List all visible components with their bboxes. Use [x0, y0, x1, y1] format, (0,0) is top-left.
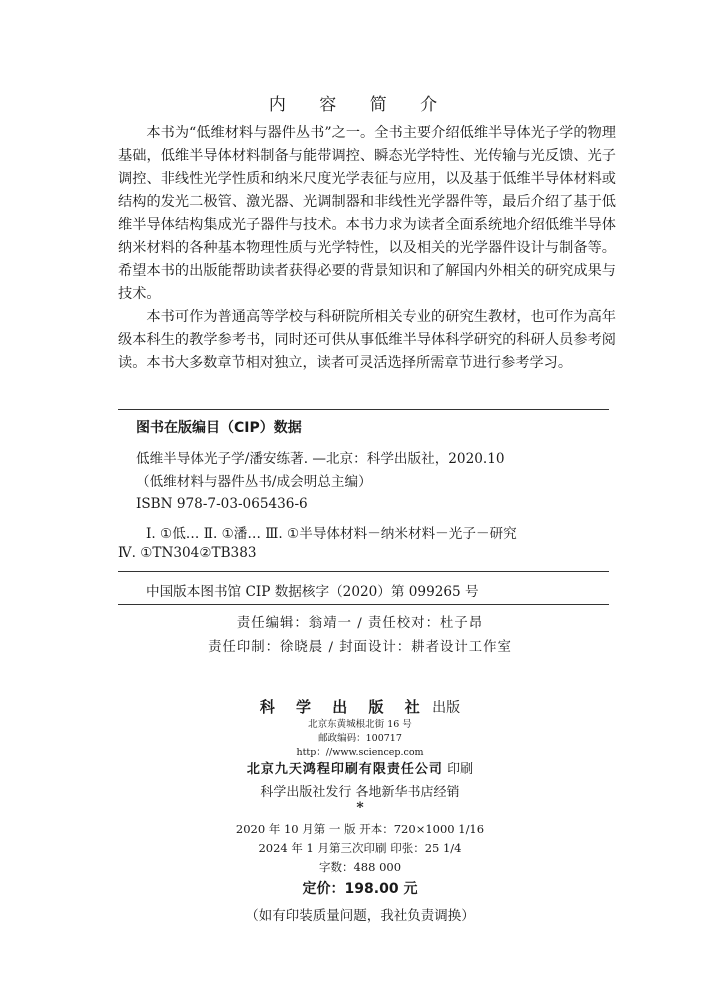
- printer-suffix: 印刷: [447, 762, 474, 777]
- publisher-name: 科 学 出 版 社: [259, 698, 428, 716]
- distribution-line: 科学出版社发行 各地新华书店经销: [260, 785, 460, 800]
- intro-section: [118, 122, 616, 375]
- intro-paragraph-1: 本书为“低维材料与器件丛书”之一。全书主要介绍低维半导体光子学的物理基础，低维半导体材料制备与能带调控、瞬态光学特性、光传输与光反馈、光子调控、非线性光学性质和纳米尺度光学表征与应用，以及基于低维半导体材料或结构的发光二极管、激光器、光调制器和非线性光学器件等，最后介绍了基于低维半导体结构集成光子器件与技术。本书力求为读者全面系统地介绍低维半导体纳米材料的各种基本物理性质与光学特性，以及相关的光学器件设计与制备等。希望本书的出版能帮助读者获得必要的背景知识和了解国内外相关的研究成果与技术。: [118, 125, 616, 302]
- printer-name: 北京九天鸿程印刷有限责任公司: [246, 762, 443, 777]
- publisher-line: [0, 696, 720, 717]
- cip-heading: 图书在版编目（CIP）数据: [136, 420, 302, 436]
- cip-bottom-rule: [118, 604, 609, 605]
- cip-isbn: ISBN 978-7-03-065436-6: [136, 496, 308, 512]
- credits-production: 责任印制：徐晓晨 / 封面设计：耕者设计工作室: [208, 640, 512, 655]
- publisher-postcode: 邮政编码：100717: [318, 733, 402, 744]
- edition-line: 2020 年 10 月第 一 版 开本：720×1000 1/16: [235, 822, 485, 836]
- cip-top-rule: [118, 409, 609, 410]
- cip-middle-rule: [118, 571, 609, 572]
- word-count: 字数：488 000: [318, 860, 402, 874]
- cip-library-number: 中国版本图书馆 CIP 数据核字（2020）第 099265 号: [146, 584, 479, 600]
- quality-notice: （如有印装质量问题，我社负责调换）: [245, 908, 475, 924]
- cip-classification-2: Ⅳ. ①TN304②TB383: [118, 545, 257, 561]
- intro-paragraph-2: 本书可作为普通高等学校与科研院所相关专业的研究生教材，也可作为高年级本科生的教学参考书，同时还可供从事低维半导体科学研究的科研人员参考阅读。本书大多数章节相对独立，读者可灵活选择所需章节进行参考学习。: [118, 309, 616, 371]
- credits-editors: 责任编辑：翁靖一 / 责任校对：杜子昂: [236, 616, 484, 631]
- separator-star: *: [356, 800, 364, 816]
- page-title: 内 容 简 介: [268, 95, 452, 115]
- cip-classification-1: Ⅰ. ①低… Ⅱ. ①潘… Ⅲ. ①半导体材料－纳米材料－光子－研究: [146, 526, 517, 542]
- publisher-suffix: 出版: [432, 700, 461, 716]
- publisher-url: http：//www.sciencep.com: [296, 747, 424, 758]
- price: 定价：198.00 元: [302, 881, 418, 897]
- publisher-address: 北京东黄城根北街 16 号: [308, 719, 412, 730]
- printing-line: 2024 年 1 月第三次印刷 印张：25 1/4: [258, 841, 462, 855]
- cip-series-line: （低维材料与器件丛书/成会明总主编）: [136, 474, 372, 490]
- printer-line: [0, 758, 720, 777]
- cip-book-line: 低维半导体光子学/潘安练著. —北京：科学出版社，2020.10: [136, 451, 505, 467]
